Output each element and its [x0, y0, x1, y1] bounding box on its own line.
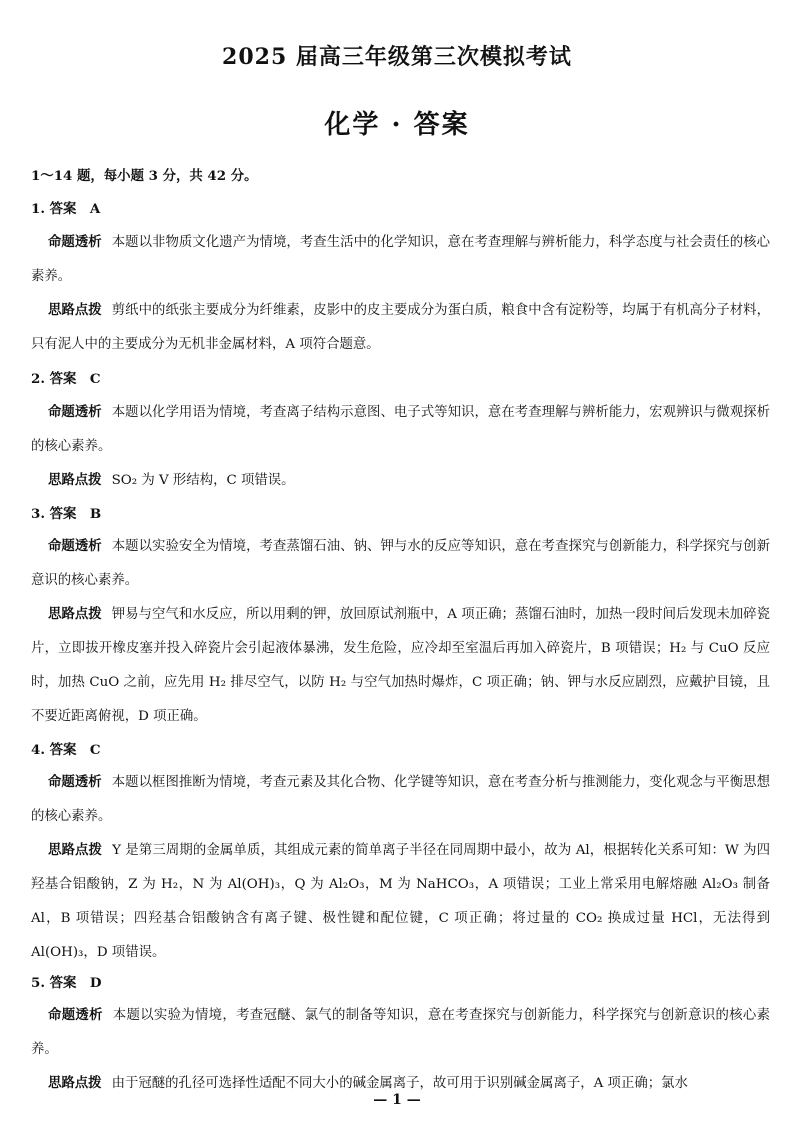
q5-hint-text: 由于冠醚的孔径可选择性适配不同大小的碱金属离子，故可用于识别碱金属离子，A 项正确；氯水	[111, 1076, 688, 1091]
exam-title: 2025 届高三年级第三次模拟考试	[222, 44, 572, 70]
q4-hint	[31, 833, 770, 970]
q1-answer: 1. 答案 A	[31, 201, 101, 217]
q3-analysis-label: 命题透析	[48, 538, 102, 554]
q1-analysis	[31, 225, 770, 294]
q4-analysis-label: 命题透析	[48, 774, 102, 790]
q3-answer: 3. 答案 B	[31, 506, 102, 522]
q2-hint-label: 思路点拨	[48, 472, 102, 488]
q3-analysis	[31, 529, 770, 598]
intro-line: 1～14 题，每小题 3 分，共 42 分。	[31, 168, 258, 184]
q5-analysis-label: 命题透析	[48, 1007, 103, 1023]
q4-analysis	[31, 765, 770, 834]
q4-hint-text: Y 是第三周期的金属单质，其组成元素的简单离子半径在同周期中最小，故为 Al，根据转化关系可知：W 为四羟基合铝酸钠，Z 为 H₂，N 为 Al(OH)₃，Q 为 Al₂O₃，M 为 NaHCO₃，A 项错误；工业上常采用电解熔融 Al₂O₃ 制备 Al，B 项错误；四羟基合铝酸钠含有离子键、极性键和配位键，C 项正确；将过量的 CO₂ 换成过量 HCl，无法得到 Al(OH)₃，D 项错误。	[31, 843, 771, 960]
q5-analysis	[31, 998, 770, 1067]
q5-hint	[31, 1066, 770, 1092]
q5-hint-label: 思路点拨	[48, 1075, 102, 1091]
q2-hint	[31, 463, 770, 498]
q1-hint-text: 剪纸中的纸张主要成分为纤维素，皮影中的皮主要成分为蛋白质，粮食中含有淀粉等，均属于有机高分子材料，只有泥人中的主要成分为无机非金属材料，A 项符合题意。	[31, 303, 771, 352]
q4-analysis-text: 本题以框图推断为情境，考查元素及其化合物、化学键等知识，意在考查分析与推测能力，变化观念与平衡思想的核心素养。	[31, 775, 771, 824]
q3-hint-text: 钾易与空气和水反应，所以用剩的钾，放回原试剂瓶中，A 项正确；蒸馏石油时，加热一段时间后发现未加碎瓷片，立即拔开橡皮塞并投入碎瓷片会引起液体暴沸，发生危险，应冷却至室温后再加入碎瓷片，B 项错误；H₂ 与 CuO 反应时，加热 CuO 之前，应先用 H₂ 排尽空气，以防 H₂ 与空气加热时爆炸，C 项正确；钠、钾与水反应剧烈，应戴护目镜，且不要近距离俯视，D 项正确。	[31, 607, 770, 724]
page-number: — 1 —	[373, 1092, 421, 1108]
q4-hint-label: 思路点拨	[48, 842, 103, 858]
q2-analysis-label: 命题透析	[48, 404, 102, 420]
q2-analysis	[31, 395, 770, 464]
q1-hint	[31, 293, 770, 362]
q1-analysis-label: 命题透析	[48, 234, 102, 250]
q1-hint-label: 思路点拨	[48, 302, 102, 318]
q3-analysis-text: 本题以实验安全为情境，考查蒸馏石油、钠、钾与水的反应等知识，意在考查探究与创新能力，科学探究与创新意识的核心素养。	[31, 539, 771, 588]
q5-analysis-text: 本题以实验为情境，考查冠醚、氯气的制备等知识，意在考查探究与创新能力，科学探究与创新意识的核心素养。	[31, 1008, 771, 1057]
q5-answer: 5. 答案 D	[31, 975, 102, 991]
subject-title: 化学 · 答案	[324, 110, 470, 140]
q2-analysis-text: 本题以化学用语为情境，考查离子结构示意图、电子式等知识，意在考查理解与辨析能力，宏观辨识与微观探析的核心素养。	[31, 405, 771, 454]
q3-hint	[31, 597, 770, 734]
q4-answer: 4. 答案 C	[31, 742, 101, 758]
q2-hint-text: SO₂ 为 V 形结构，C 项错误。	[111, 473, 295, 488]
q1-analysis-text: 本题以非物质文化遗产为情境，考查生活中的化学知识，意在考查理解与辨析能力，科学态度与社会责任的核心素养。	[31, 235, 771, 284]
q2-answer: 2. 答案 C	[31, 371, 101, 387]
q3-hint-label: 思路点拨	[48, 606, 102, 622]
